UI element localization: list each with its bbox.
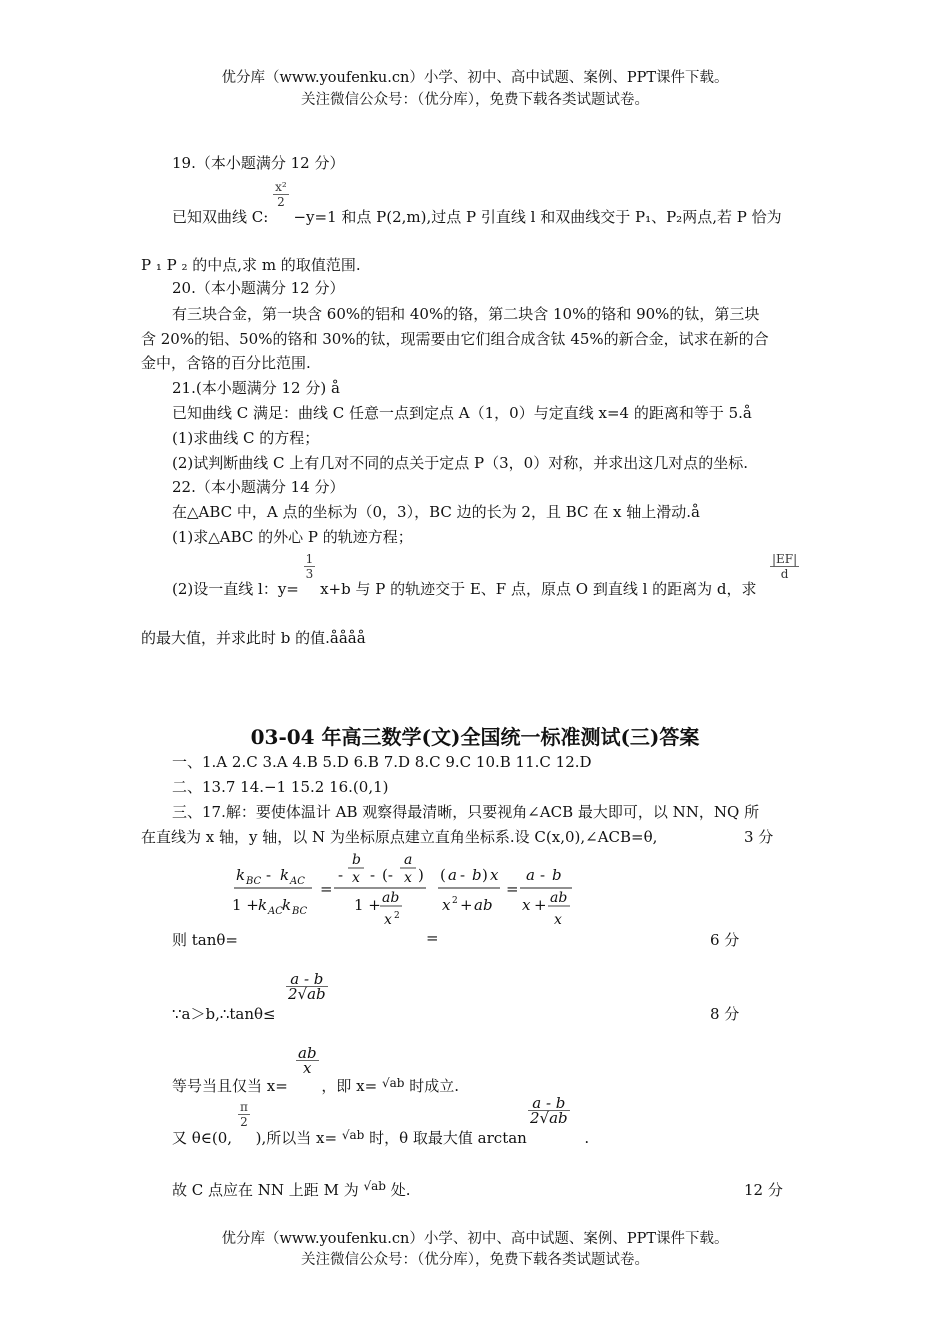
svg-text:x: x	[554, 912, 562, 928]
q21-line2: (1)求曲线 C 的方程；	[172, 429, 320, 447]
q20-line2: 含 20%的铝、50%的铬和 30%的钛，现需要由它们组合成含钛 45%的新合金，试求在新的合	[141, 330, 769, 348]
q22-frac1-num: 1	[305, 552, 314, 566]
q22-frac2	[770, 552, 799, 581]
q22-heading: 22.（本小题满分 14 分）	[172, 478, 345, 496]
svg-text:-: -	[266, 866, 272, 884]
theta-line	[172, 1127, 589, 1148]
p17-line1: 三、17.解：要使体温计 AB 观察得最清晰，只要视角∠ACB 最大即可，以 NN，NQ 所	[172, 803, 760, 821]
answers-title: 03-04 年高三数学(文)全国统一标准测试(三)答案	[250, 725, 700, 749]
tan-label: 则 tanθ=	[172, 931, 238, 949]
arctan-fraction	[528, 1096, 570, 1125]
svg-text:k: k	[280, 866, 290, 884]
svg-text:x: x	[442, 896, 451, 914]
svg-text:2: 2	[452, 896, 458, 906]
svg-text:a: a	[448, 866, 457, 884]
q22-text-a: (2)设一直线 l：y=	[172, 580, 299, 598]
svg-text:x: x	[404, 870, 412, 886]
ineq-label: ∵a＞b,∴tanθ≤	[172, 1005, 276, 1023]
svg-text:-: -	[540, 866, 546, 884]
q19-frac-den: 2	[273, 194, 289, 209]
q22-fraction-third	[304, 552, 316, 581]
q22-line1: 在△ABC 中，A 点的坐标为（0，3），BC 边的长为 2，且 BC 在 x 轴上滑动.å	[172, 503, 700, 521]
eq-cond-a: 等号当且仅当 x=	[172, 1077, 288, 1095]
svg-text:1 +: 1 +	[354, 896, 381, 914]
svg-text:(: (	[440, 866, 446, 884]
final-line	[172, 1179, 411, 1200]
svg-text:k: k	[258, 896, 268, 914]
svg-text:): )	[418, 866, 424, 884]
svg-text:BC: BC	[246, 876, 262, 887]
final-sqrt: √ab	[363, 1179, 386, 1193]
svg-text:-: -	[338, 866, 344, 884]
header-line-2: 关注微信公众号：（优分库），免费下载各类试题试卷。	[301, 92, 649, 108]
q21-line1: 已知曲线 C 满足：曲线 C 任意一点到定点 A（1，0）与定直线 x=4 的距离和等于 5.å	[172, 404, 752, 422]
eq-cond-num: ab	[298, 1044, 317, 1062]
eq-cond-line	[172, 1075, 459, 1096]
svg-text:BC: BC	[292, 906, 308, 917]
svg-text:(-: (-	[382, 866, 393, 884]
theta-b: ),所以当 x=	[255, 1129, 338, 1147]
svg-text:x: x	[522, 896, 531, 914]
svg-text:ab: ab	[550, 890, 568, 906]
q22-fraction-ef-d	[770, 552, 799, 581]
svg-text:=: =	[320, 880, 333, 898]
eq-cond-fraction	[296, 1046, 319, 1075]
svg-text:AC: AC	[268, 906, 283, 917]
answers-part1: 一、1.A 2.C 3.A 4.B 5.D 6.B 7.D 8.C 9.C 10.B 11.C 12.D	[172, 753, 592, 771]
q22-frac1-den: 3	[305, 567, 314, 581]
theta-c: 时，θ 取最大值 arctan	[369, 1129, 527, 1147]
arctan-num: a - b	[532, 1094, 566, 1112]
p17-line2: 在直线为 x 轴，y 轴，以 N 为坐标原点建立直角坐标系.设 C(x,0),∠ACB=θ,	[141, 828, 658, 846]
header-line-1: 优分库（www.youfenku.cn）小学、初中、高中试题、案例、PPT课件下载。	[221, 70, 729, 86]
arctan-den: 2√ab	[530, 1109, 568, 1127]
svg-text:a: a	[526, 866, 535, 884]
svg-text:x: x	[490, 866, 499, 884]
q20-line1: 有三块合金，第一块含 60%的铝和 40%的铬，第二块含 10%的铬和 90%的钛，第三块	[172, 305, 760, 323]
eq-cond-sqrt: √ab	[381, 1076, 405, 1090]
svg-text:a: a	[404, 852, 413, 868]
q19-frac-num: x²	[275, 180, 287, 194]
q22-line4: 的最大值，并求此时 b 的值.åååå	[141, 629, 366, 647]
svg-text:k: k	[236, 866, 246, 884]
pi-over-2	[238, 1100, 250, 1129]
svg-text:x: x	[384, 912, 392, 928]
pi-num: π	[240, 1100, 248, 1114]
svg-text:x: x	[352, 870, 360, 886]
q21-heading: 21.(本小题满分 12 分) å	[172, 379, 340, 397]
svg-text:k: k	[282, 896, 292, 914]
q19-heading: 19.（本小题满分 12 分）	[172, 154, 345, 172]
svg-text:ab: ab	[382, 890, 400, 906]
score-12: 12 分	[744, 1181, 783, 1199]
theta-d: .	[584, 1129, 590, 1147]
svg-text:=: =	[506, 880, 519, 898]
svg-text:1 +: 1 +	[232, 896, 259, 914]
svg-text:AC: AC	[290, 876, 305, 887]
tan-equals: =	[426, 929, 439, 947]
svg-text:-: -	[460, 866, 466, 884]
eq-cond-c: 时成立.	[409, 1077, 459, 1095]
q22-line3	[172, 552, 757, 599]
score-6: 6 分	[710, 931, 740, 949]
final-a: 故 C 点应在 NN 上距 M 为	[172, 1181, 359, 1199]
svg-text:): )	[482, 866, 488, 884]
theta-sqrt: √ab	[341, 1128, 365, 1142]
q22-frac2-den: d	[770, 566, 799, 581]
q20-heading: 20.（本小题满分 12 分）	[172, 279, 345, 297]
final-b: 处.	[390, 1181, 411, 1199]
ineq-den: 2√ab	[288, 985, 326, 1003]
svg-text:b: b	[352, 852, 361, 868]
q19-text-a: 已知双曲线 C:	[172, 208, 269, 226]
eq-cond-b: ，即 x=	[321, 1077, 378, 1095]
ineq-fraction	[286, 972, 328, 1001]
footer-line-1: 优分库（www.youfenku.cn）小学、初中、高中试题、案例、PPT课件下载。	[221, 1231, 729, 1247]
q22-text-b: x+b 与 P 的轨迹交于 E、F 点，原点 O 到直线 l 的距离为 d，求	[320, 580, 757, 598]
svg-text:+: +	[534, 896, 547, 914]
q21-line3: (2)试判断曲线 C 上有几对不同的点关于定点 P（3，0）对称，并求出这几对点的坐标.	[172, 454, 748, 472]
tan-theta-formula	[228, 850, 588, 930]
q19-text-b: −y=1 和点 P(2,m),过点 P 引直线 l 和双曲线交于 P₁、P₂两点,若 P 恰为	[293, 208, 782, 226]
svg-text:b: b	[552, 866, 562, 884]
q19-line2: P ₁ P ₂ 的中点,求 m 的取值范围.	[141, 256, 361, 274]
svg-text:b: b	[472, 866, 482, 884]
footer-line-2: 关注微信公众号：（优分库），免费下载各类试题试卷。	[301, 1252, 649, 1268]
q22-line2: (1)求△ABC 的外心 P 的轨迹方程；	[172, 528, 413, 546]
score-8: 8 分	[710, 1005, 740, 1023]
svg-text:-: -	[370, 866, 376, 884]
q19-line1	[172, 180, 782, 227]
answers-part2: 二、13.7 14.−1 15.2 16.(0,1)	[172, 778, 389, 796]
q22-frac2-num: |EF|	[772, 552, 798, 566]
eq-cond-den: x	[296, 1060, 319, 1075]
ineq-num: a - b	[290, 970, 324, 988]
svg-text:2: 2	[394, 911, 400, 921]
pi-den: 2	[238, 1114, 250, 1129]
svg-text:ab: ab	[474, 896, 493, 914]
q20-line3: 金中，含铬的百分比范围.	[141, 354, 311, 372]
svg-text:+: +	[460, 896, 473, 914]
theta-a: 又 θ∈(0,	[172, 1129, 233, 1147]
score-3: 3 分	[744, 828, 774, 846]
q19-fraction	[273, 180, 289, 209]
